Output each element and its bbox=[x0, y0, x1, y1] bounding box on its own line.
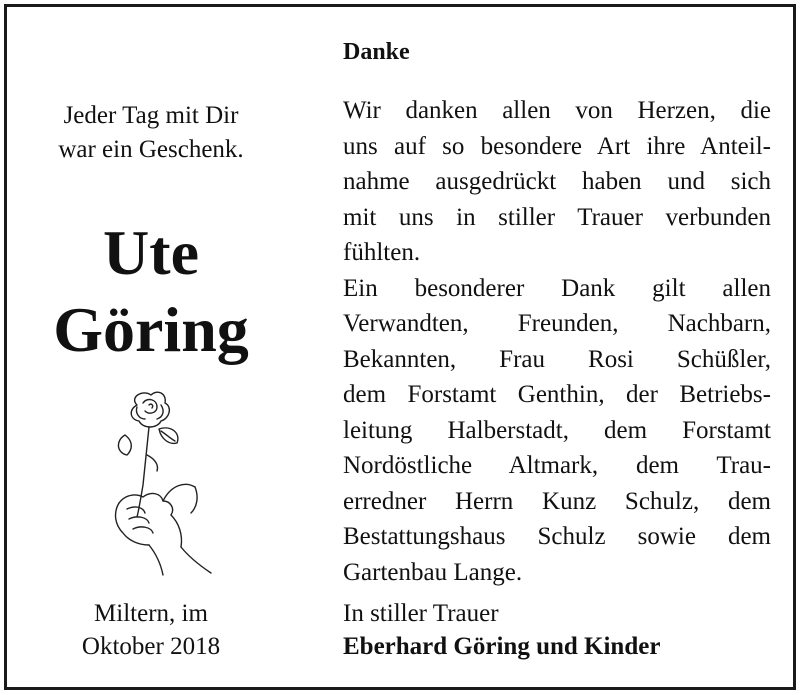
place-line-1: Miltern, im bbox=[94, 600, 208, 627]
rose-in-hand-icon bbox=[99, 385, 225, 577]
signer: Eberhard Göring und Kinder bbox=[343, 633, 661, 660]
closing-line: In stiller Trauer bbox=[343, 600, 499, 627]
text-line: Bekannten, Frau Rosi Schüßler, bbox=[343, 345, 771, 373]
deceased-first-name: Ute bbox=[103, 217, 199, 288]
text-line: Bestattungshaus Schulz sowie dem bbox=[343, 523, 771, 550]
text-line: mit uns in stiller Trauer verbunden bbox=[343, 203, 771, 231]
deceased-last-name: Göring bbox=[53, 294, 249, 365]
left-column bbox=[7, 7, 307, 687]
text-line: Nordöstliche Altmark, dem Trau- bbox=[343, 452, 771, 479]
text-line: Ein besonderer Dank gilt allen bbox=[343, 274, 771, 302]
text-line: dem Forstamt Genthin, der Betriebs- bbox=[343, 381, 771, 408]
obituary-card bbox=[4, 4, 796, 690]
text-line: leitung Halberstadt, dem Forstamt bbox=[343, 416, 771, 444]
text-line: Wir danken allen von Herzen, die bbox=[343, 97, 771, 124]
text-line: Gartenbau Lange. bbox=[343, 558, 523, 586]
place-line-2: Oktober 2018 bbox=[81, 633, 221, 660]
thanks-heading: Danke bbox=[343, 39, 410, 65]
text-line: nahme ausgedrückt haben und sich bbox=[343, 168, 771, 195]
motto-line-1: Jeder Tag mit Dir bbox=[63, 102, 239, 129]
motto-line-2: war ein Geschenk. bbox=[58, 136, 244, 163]
text-line: fühlten. bbox=[343, 239, 421, 266]
motto bbox=[7, 99, 295, 167]
closing bbox=[343, 597, 660, 663]
place-and-date bbox=[7, 597, 295, 663]
text-line: uns auf so besondere Art ihre Anteil- bbox=[343, 132, 771, 160]
text-line: Verwandten, Freunden, Nachbarn, bbox=[343, 310, 771, 337]
thanks-text bbox=[343, 93, 771, 590]
text-line: erredner Herrn Kunz Schulz, dem bbox=[343, 487, 771, 515]
